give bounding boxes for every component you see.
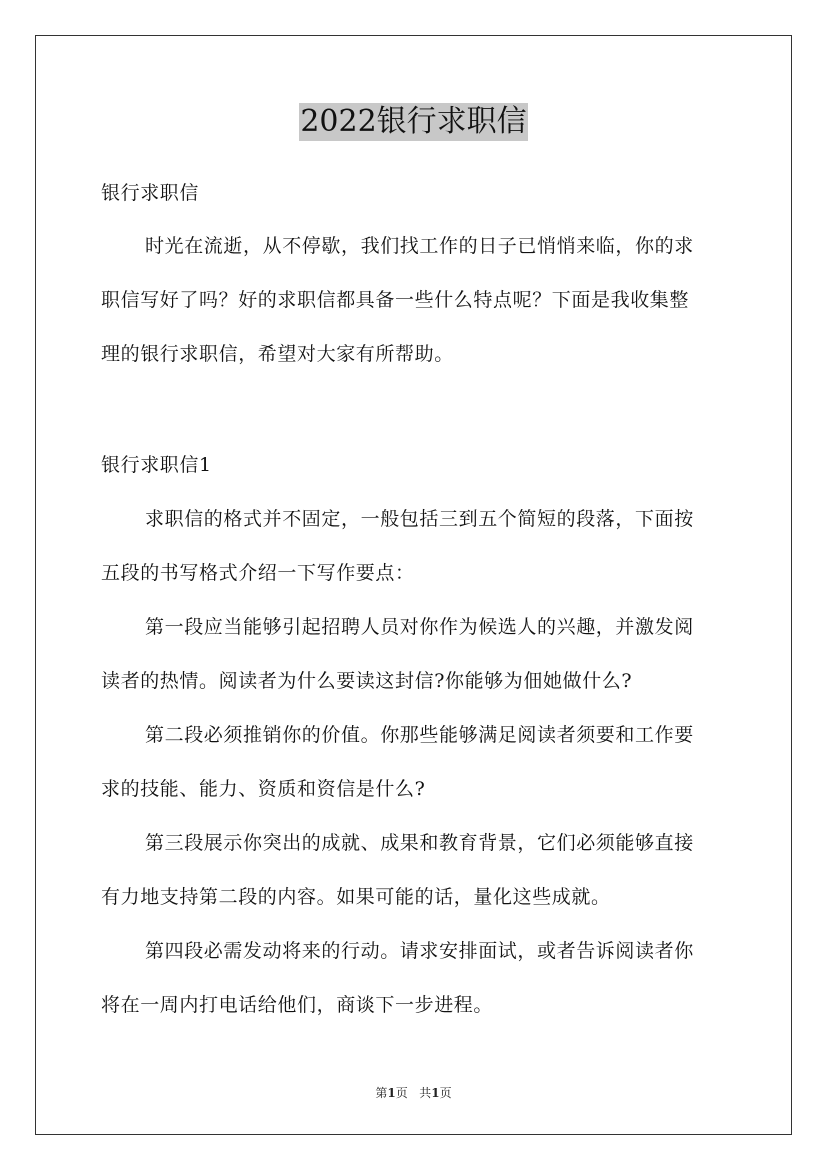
footer-total-unit: 页 (439, 1086, 452, 1100)
paragraph-line: 职信写好了吗？好的求职信都具备一些什么特点呢？下面是我收集整 (101, 289, 690, 311)
paragraph-line: 求职信的格式并不固定，一般包括三到五个简短的段落，下面按 (145, 508, 694, 530)
title-container (0, 103, 827, 141)
footer-page-unit: 页 (395, 1086, 408, 1100)
section-heading: 银行求职信 (101, 182, 200, 204)
page-number: 1 (387, 1086, 396, 1100)
footer-prefix: 第 (375, 1086, 388, 1100)
paragraph-line: 五段的书写格式介绍一下写作要点： (101, 562, 415, 584)
paragraph-line: 将在一周内打电话给他们，商谈下一步进程。 (101, 994, 494, 1016)
paragraph-line: 理的银行求职信，希望对大家有所帮助。 (101, 343, 454, 365)
paragraph-line: 第四段必需发动将来的行动。请求安排面试，或者告诉阅读者你 (145, 940, 694, 962)
paragraph-line: 读者的热情。阅读者为什么要读这封信?你能够为佃她做什么? (101, 670, 633, 692)
document-title: 2022银行求职信 (300, 104, 527, 139)
paragraph-line: 第一段应当能够引起招聘人员对你作为候选人的兴趣，并激发阅 (145, 616, 694, 638)
footer-total-prefix: 共 (419, 1086, 432, 1100)
total-pages: 1 (431, 1086, 440, 1100)
paragraph-line: 有力地支持第二段的内容。如果可能的话，量化这些成就。 (101, 886, 611, 908)
paragraph-line: 第三段展示你突出的成就、成果和教育背景，它们必须能够直接 (145, 832, 694, 854)
section-heading: 银行求职信1 (101, 454, 212, 476)
paragraph-line: 求的技能、能力、资质和资信是什么? (101, 778, 426, 800)
paragraph-line: 第二段必须推销你的价值。你那些能够满足阅读者须要和工作要 (145, 724, 694, 746)
paragraph-line: 时光在流逝，从不停歇，我们找工作的日子已悄悄来临，你的求 (145, 235, 694, 257)
page-footer (0, 1084, 827, 1101)
